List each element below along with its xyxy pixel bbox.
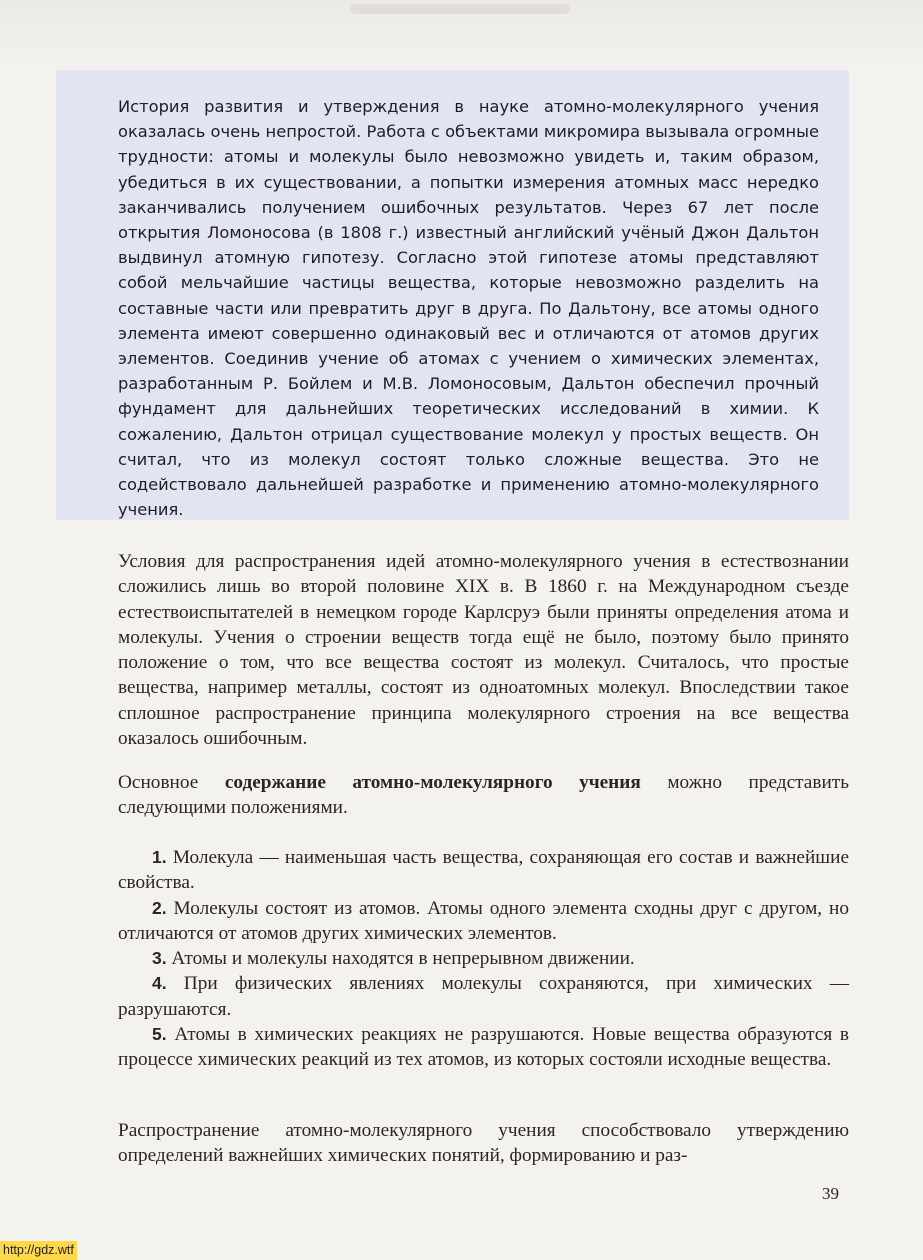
list-item-text: Молекула — наименьшая часть вещества, сохраняющая его состав и важнейшие свойства. bbox=[118, 847, 849, 894]
list-item-number: 4. bbox=[152, 973, 167, 994]
watermark-link[interactable]: http://gdz.wtf bbox=[0, 1241, 77, 1260]
atomic-theory-postulates-list bbox=[118, 845, 849, 1073]
list-item-number: 2. bbox=[152, 897, 167, 918]
running-header-smudge bbox=[350, 4, 570, 14]
paragraph-karlsruhe-congress: Условия для распространения идей атомно-молекулярного учения в естествознании сложились лишь во второй половине XIX в. В 1860 г. на Международном съезде естествоиспытателей в немецком городе Карлсруэ были приняты определения атома и молекулы. Учения о строении веществ тогда ещё не было, поэтому было принято положение о том, что все вещества состоят из молекул. Считалось, что простые вещества, например металлы, состоят из одноатомных молекул. Впоследствии такое сплошное распространение принципа молекулярного строения на все вещества оказалось ошибочным. bbox=[118, 551, 849, 750]
paragraph-main-content-intro bbox=[118, 770, 849, 821]
list-item-number: 1. bbox=[152, 847, 167, 867]
list-item-text: Атомы в химических реакциях не разрушаются. Новые вещества образуются в процессе химических реакций из тех атомов, из которых состояли исходные вещества. bbox=[118, 1024, 849, 1071]
intro-text-after: можно представить следующими положениями. bbox=[118, 772, 849, 819]
history-sidebar-text: История развития и утверждения в науке атомно-молекулярного учения оказалась очень непростой. Работа с объектами микромира вызывала огромные трудности: атомы и молекулы было невозможно увидеть и, таким образом, убедиться в их существовании, а попытки измерения атомных масс нередко заканчивались получением ошибочных результатов. Через 67 лет после открытия Ломоносова (в 1808 г.) известный английский учёный Джон Дальтон выдвинул атомную гипотезу. Согласно этой гипотезе атомы представляют собой мельчайшие частицы вещества, которые невозможно разделить на составные части или превратить друг в друга. По Дальтону, все атомы одного элемента имеют совершенно одинаковый вес и отличаются от атомов других элементов. Соединив учение об атомах с учением о химических элементах, разработанным Р. Бойлем и М.В. Ломоносовым, Дальтон обеспечил прочный фундамент для дальнейших теоретических исследований в химии. К сожалению, Дальтон отрицал существование молекул у простых веществ. Он считал, что из молекул состоят только сложные вещества. Это не содействовало дальнейшей разработке и применению атомно-молекулярного учения. bbox=[118, 97, 819, 520]
page-number: 39 bbox=[822, 1184, 839, 1203]
list-item bbox=[118, 1022, 849, 1073]
intro-bold-term: содержание атомно-молекулярного учения bbox=[224, 772, 641, 793]
list-item bbox=[118, 971, 849, 1022]
history-sidebar-box bbox=[56, 70, 849, 520]
list-item-text: Атомы и молекулы находятся в непрерывном движении. bbox=[166, 948, 635, 970]
list-item-text: Молекулы состоят из атомов. Атомы одного элемента сходны друг с другом, но отличаются от атомов других химических элементов. bbox=[118, 897, 849, 944]
intro-text-before: Основное bbox=[118, 772, 225, 793]
list-item bbox=[118, 845, 849, 896]
list-item bbox=[118, 896, 849, 947]
paragraph-spread-of-theory: Распространение атомно-молекулярного учения способствовало утверждению определений важнейших химических понятий, формированию и раз- bbox=[118, 1120, 849, 1167]
list-item-text: При физических явлениях молекулы сохраняются, при химических — разрушаются. bbox=[118, 973, 849, 1020]
list-item-number: 5. bbox=[152, 1024, 167, 1045]
list-item bbox=[118, 946, 849, 971]
list-item-number: 3. bbox=[152, 948, 167, 969]
